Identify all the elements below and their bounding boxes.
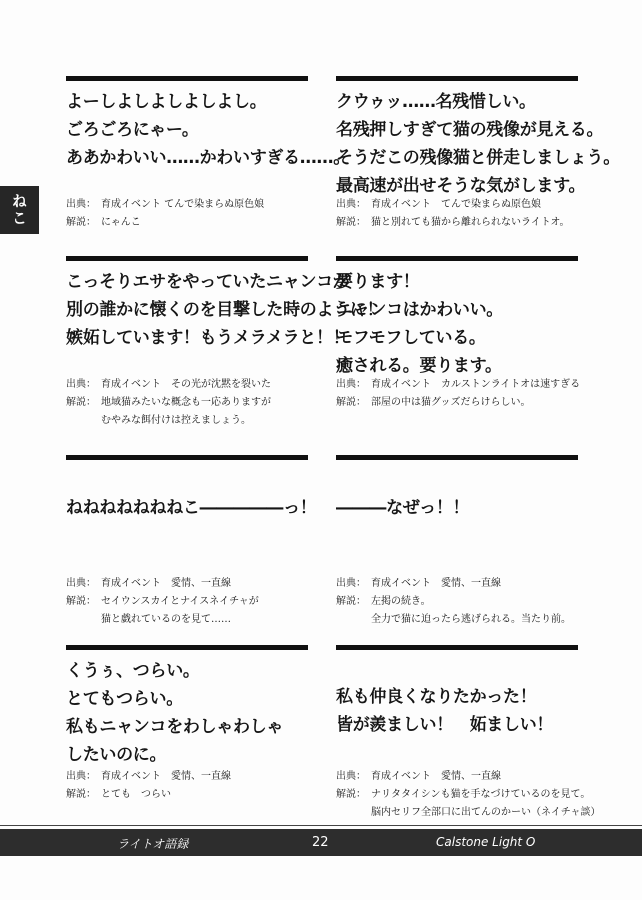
quote-text (336, 88, 620, 200)
source-line: 育成イベント 愛情、一直線 (101, 771, 231, 782)
quote-line: クウゥッ……名残惜しい。 (336, 92, 536, 112)
source-line: 育成イベント 愛情、一直線 (371, 771, 501, 782)
source-value (371, 196, 541, 214)
quote-text (66, 88, 350, 172)
note-line: 左掲の続き。 (371, 596, 431, 607)
quote-line: 皆が羨ましい！ 妬ましい！ (336, 715, 554, 735)
note-line: 部屋の中は猫グッズだらけらしい。 (371, 397, 531, 408)
note-value (101, 593, 259, 629)
source-row (66, 376, 308, 394)
source-value (371, 575, 501, 593)
entry-top-rule (336, 256, 578, 261)
note-line: 地域猫みたいな概念も一応ありますが (101, 397, 271, 408)
page-footer (0, 829, 642, 856)
quote-line: モフモフしている。 (336, 328, 486, 348)
source-row (66, 768, 308, 786)
footer-right-title: Calstone Light O (436, 835, 536, 849)
quote-line: 癒される。要ります。 (336, 356, 502, 376)
quote-entry (66, 76, 350, 256)
quote-line: 私もニャンコをわしゃわしゃ (66, 717, 284, 737)
note-row (336, 593, 578, 629)
quote-entry (336, 256, 581, 436)
quote-line: とてもつらい。 (66, 689, 183, 709)
entry-meta (336, 196, 578, 232)
entry-meta (336, 575, 578, 629)
entry-meta (66, 196, 308, 232)
note-label: 解説： (336, 397, 366, 408)
source-line: 育成イベント てんで染まらぬ原色娘 (101, 199, 265, 210)
entry-meta (66, 768, 308, 804)
entry-meta (66, 376, 308, 430)
source-row (66, 575, 308, 593)
note-line: 脳内セリフ全部口に出てんのかーい（ネイチャ談） (371, 807, 601, 818)
entry-top-rule (66, 76, 308, 81)
note-value (371, 786, 601, 822)
quote-text (336, 683, 578, 739)
note-line: にゃんこ (101, 217, 141, 228)
source-value (101, 376, 271, 394)
quote-line: そうだこの残像猫と併走しましょう。 (336, 148, 620, 168)
page-number: 22 (312, 835, 329, 850)
note-row (336, 214, 578, 232)
entry-top-rule (66, 645, 308, 650)
quote-entry (336, 76, 620, 256)
note-label: 解説： (336, 217, 366, 228)
source-label: 出典： (66, 199, 96, 210)
quote-line: 嫉妬しています！もうメラメラと！！ (66, 328, 350, 348)
quote-text (336, 268, 578, 380)
source-line: 育成イベント 愛情、一直線 (101, 578, 231, 589)
entry-meta (336, 376, 581, 412)
entry-top-rule (66, 455, 308, 460)
section-tab-neko: ねこ (0, 186, 39, 234)
note-line: 猫と別れても猫から離れられないライトオ。 (371, 217, 570, 228)
quote-text (336, 494, 578, 522)
note-row (336, 394, 578, 412)
note-label: 解説： (336, 596, 366, 607)
note-value (371, 214, 570, 232)
entry-meta (66, 575, 308, 629)
note-value (101, 394, 271, 430)
note-label: 解説： (336, 789, 366, 800)
quote-line: したいのに。 (66, 745, 167, 765)
note-row (336, 786, 601, 822)
quote-entry (66, 455, 317, 635)
entry-top-rule (336, 455, 578, 460)
entry-top-rule (336, 645, 578, 650)
source-row (336, 376, 581, 394)
note-line: むやみな餌付けは控えましょう。 (101, 415, 251, 426)
footer-left-title: ライトオ語録 (117, 837, 189, 851)
quote-line: ねねねねねねねこ―――――っ！ (66, 498, 317, 518)
source-value (101, 768, 231, 786)
note-row (66, 394, 308, 430)
footer-rule (0, 825, 642, 826)
quote-line: 私も仲良くなりたかった！ (336, 687, 537, 707)
note-value (101, 786, 171, 804)
source-label: 出典： (336, 578, 366, 589)
note-value (371, 394, 531, 412)
note-label: 解説： (66, 397, 96, 408)
note-line: ナリタタイシンも猫を手なづけているのを見て。 (371, 789, 591, 800)
quote-line: くうぅ、つらい。 (66, 661, 200, 681)
quote-line: よーしよしよしよしよし。 (66, 92, 267, 112)
quote-line: ニャンコはかわいい。 (336, 300, 503, 320)
quote-line: 別の誰かに懐くのを目撃した時のように！ (66, 300, 384, 320)
source-line: 育成イベント カルストンライトオは速すぎる (371, 379, 581, 390)
note-line: セイウンスカイとナイスネイチャが (101, 596, 259, 607)
source-label: 出典： (66, 578, 96, 589)
note-row (66, 214, 308, 232)
entry-top-rule (66, 256, 308, 261)
quote-line: 名残押しすぎて猫の残像が見える。 (336, 120, 604, 140)
entry-meta (336, 768, 601, 822)
entry-top-rule (336, 76, 578, 81)
source-line: 育成イベント てんで染まらぬ原色娘 (371, 199, 541, 210)
source-label: 出典： (336, 199, 366, 210)
source-label: 出典： (66, 771, 96, 782)
note-label: 解説： (66, 596, 96, 607)
quote-line: 最高速が出せそうな気がします。 (336, 176, 586, 196)
quote-entry (66, 645, 308, 825)
note-value (101, 214, 141, 232)
note-label: 解説： (66, 217, 96, 228)
quote-line: 要ります！ (336, 272, 420, 292)
note-row (66, 593, 308, 629)
source-value (371, 768, 501, 786)
source-label: 出典： (66, 379, 96, 390)
quote-line: ごろごろにゃー。 (66, 120, 199, 140)
quote-text (66, 657, 308, 769)
note-line: 猫と戯れているのを見て…… (101, 614, 231, 625)
source-row (336, 196, 578, 214)
source-row (336, 768, 578, 786)
source-label: 出典： (336, 771, 366, 782)
quote-line: ―――なぜっ！！ (336, 498, 470, 518)
note-row (66, 786, 308, 804)
note-line: とても つらい (101, 789, 171, 800)
quote-entry (336, 455, 578, 635)
source-line: 育成イベント その光が沈黙を裂いた (101, 379, 271, 390)
source-line: 育成イベント 愛情、一直線 (371, 578, 501, 589)
source-value (101, 575, 231, 593)
source-value (371, 376, 580, 394)
quote-line: こっそりエサをやっていたニャンコが (66, 272, 350, 292)
note-line: 全力で猫に迫ったら逃げられる。当たり前。 (371, 614, 571, 625)
note-label: 解説： (66, 789, 96, 800)
quote-entry (336, 645, 601, 825)
note-value (371, 593, 571, 629)
source-row (66, 196, 308, 214)
quote-line: ああかわいい……かわいすぎる……。 (66, 148, 350, 168)
quote-text (66, 494, 317, 522)
source-label: 出典： (336, 379, 366, 390)
source-row (336, 575, 578, 593)
source-value (101, 196, 264, 214)
